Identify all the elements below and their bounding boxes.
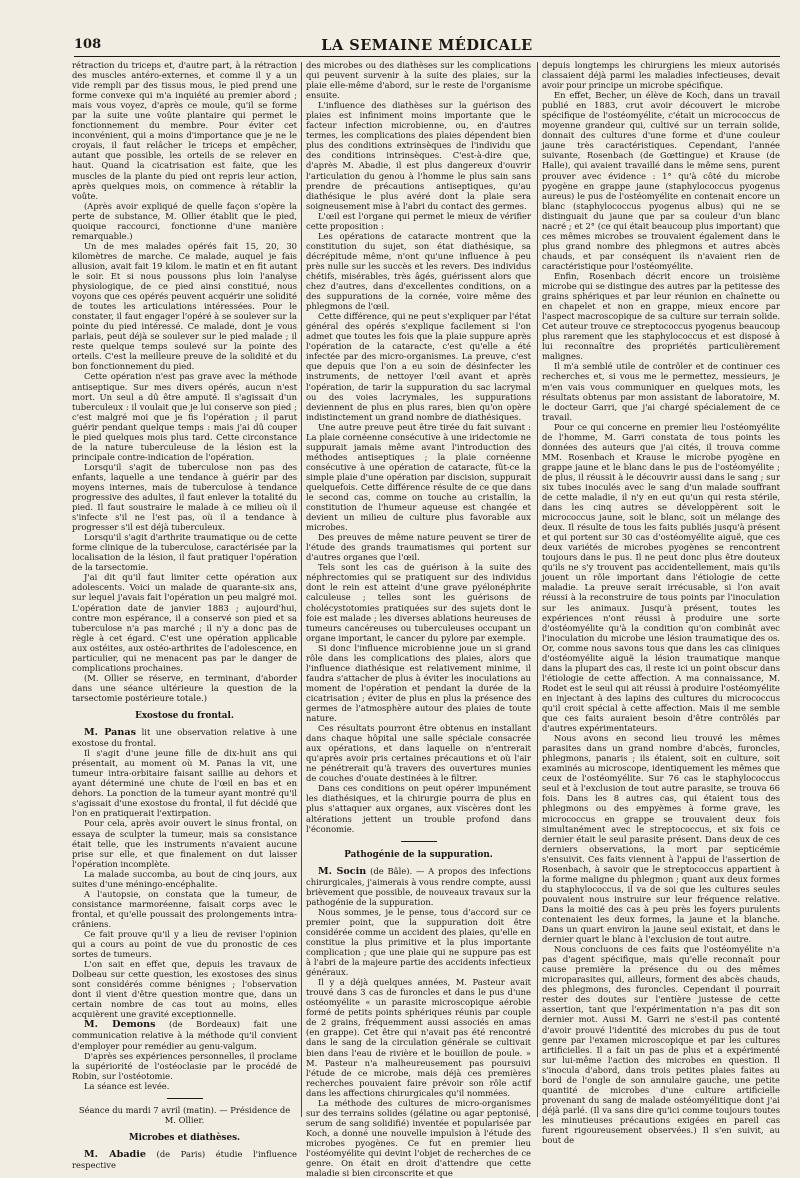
paragraph: Lorsqu'il s'agit de tuberculose non pas des enfants, laquelle a une tendance à guérir par des moyens internes, mais de tuberculose à tendance progressive des adultes, il faut enlever la totalité du pied. Il faut soustraire le malade à ce milieu où il s'infecte s'il ne l'est pas, où il a tendance à progresser s'il est déjà tuberculeux. [72,461,297,533]
page-number: 108 [74,37,102,52]
speaker-name: M. Socin [318,865,367,877]
column-1 [72,60,298,1170]
paragraph: Ces résultats pourront être obtenus en installant dans chaque hôpital une salle spéciale consacrée aux opérations, et dans laquelle on n'entrerait qu'après avoir pris certaines précautions et où l'air ne pénétrerait qu'à travers des ouvertures munies de couches d'ouate destinées à le filtrer. [306,723,531,784]
paragraph: L'œil est l'organe qui permet le mieux de vérifier cette proposition : [306,210,531,231]
paragraph: A l'autopsie, on constata que la tumeur, de consistance marmoréenne, faisait corps avec le frontal, et qu'elle poussait des prolongements intra-crâniens. [72,888,297,929]
paragraph: J'ai dit qu'il faut limiter cette opération aux adolescents. Voici un malade de quarante-six ans, sur lequel j'avais fait l'opération un peu malgré moi. L'opération date de janvier 1883 ; aujourd'hui, contre mon espérance, il a conservé son pied et sa tuberculose n'a pas marché ; il n'y a donc pas de règle à cet égard. C'est une opération applicable aux ostéites, aux ostéo-arthrites de l'adolescence, en particulier, qui ne menacent pas par le danger de complications prochaines. [72,572,297,673]
section-heading: Microbes et diathèses. [128,1132,241,1143]
journal-title: LA SEMAINE MÉDICALE [321,37,533,54]
paragraph: rétraction du triceps et, d'autre part, à la rétraction des muscles antéro-externes, et comme il y a un vide rempli par des tissus mous, le pied prend une forme convexe qui m'a inquiété au premier abord ; mais vous voyez, d'après ce moule, qu'il se forme par la suite une voûte plantaire qui permet le fonctionnement du membre. Pour éviter cet inconvénient, qui a moins d'importance que je ne le croyais, il faut relâcher le triceps et empêcher, autant que possible, les orteils de se relever en haut. Quand la cicatrisation est faite, que les muscles de la plante du pied ont repris leur action, après quelques mois, on commence à rétablir la voûte. [72,60,297,201]
paragraph: Nous avons en second lieu trouvé les mêmes parasites dans un grand nombre d'abcès, furoncles, phlegmons, panaris ; ils étaient, soit en culture, soit examinés au microscope, identiquement les mêmes que ceux de l'ostéomyélite. Sur 76 cas le staphylococcus seul et à l'exclusion de tout autre parasite, se trouva 66 fois. Dans les 8 autres cas, qui étaient tous des phlegmons ou des empyèmes à forme grave, les micrococcus en grappe se trouvaient deux fois simultanément avec le streptococcus, et six fois ce dernier était le seul parasite présent. Dans deux de ces derniers observations, la mort par septicémie s'ensuivit. Ces faits viennent à l'appui de l'assertion de Rosenbach, à savoir que le streptococcus appartient à la forme maligne du phlegmon ; quant aux deux formes du staphylococcus, il va de soi que les cultures seules pouvaient nous instruire sur leur fréquence relative. Dans la moitié des cas à peu près les foyers purulents contenaient les deux formes, la jaune et la blanche. Dans un quart environ la jaune seul existait, et dans le dernier quart le blanc à l'exclusion de tout autre. [542,733,780,945]
paragraph: Les opérations de cataracte montrent que la constitution du sujet, son état diathésique, sa décrépitude même, n'ont qu'une influence à peu près nulle sur les succès et les revers. Des individus chétifs, misérables, très âgés, guérissent alors que chez d'autres, dans d'excellentes conditions, on a des suppurations de la cornée, voire même des phlegmons de l'œil. [306,230,531,312]
paragraph: (M. Ollier se réserve, en terminant, d'aborder dans une séance ultérieure la question de la tarsectomie postérieure totale.) [72,672,297,703]
paragraph: (de Paris) étudie l'influence respective [72,1148,298,1170]
column-3 [542,60,780,1146]
paragraph: L'influence des diathèses sur la guérison des plaies est infiniment moins importante que le facteur infection microbienne, ou, en d'autres termes, les complications des plaies dépendent bien plus des conditions extrinsèques de l'individu que des conditions intrinsèques. C'est-à-dire que, d'après M. Abadie, il est plus dangereux d'ouvrir l'articulation du genou à l'homme le plus sain sans prendre de précautions antiseptiques, qu'au diathésique le plus avéré dont la plaie sera soigneusement mise à l'abri du contact des germes. [306,100,531,211]
paragraph: Ce fait prouve qu'il y a lieu de reviser l'opinion qui a cours au point de vue du pronostic de ces sortes de tumeurs. [72,928,297,960]
paragraph: La séance est levée. [84,1080,170,1091]
separator-rule [401,841,437,842]
speaker-name: M. Demons [84,1019,156,1031]
paragraph: (de Bordeaux) fait une communication relative à la méthode qu'il convient d'employer pour remédier au genu-valgum. [72,1019,297,1051]
paragraph: Tels sont les cas de guérison à la suite des néphrectomies qui se pratiquent sur des individus dont le rein est atteint d'une grave pyélonéphrite calculeuse ; telles sont les guérisons de cholécystotomies pratiquées sur des sujets dont le foie est malade ; les diverses ablations heureuses de tumeurs cancéreuses ou tuberculeuses occupant un organe important, le cancer du pylore par exemple. [306,562,531,643]
page-header [74,37,780,55]
speaker-name: M. Panas [84,727,136,739]
paragraph: Nous concluons de ces faits que l'ostéomyélite n'a pas d'agent spécifique, mais qu'elle reconnaît pour cause première la présence du ou des mêmes microparasites qui, ailleurs, forment des abcès chauds, des phlegmons, des furoncles. Cependant il pourrait rester des doutes sur l'entière justesse de cette assertion, tant que l'expérimentation n'a pas dit son dernier mot. Aussi M. Garri ne s'est-il pas contenté d'avoir prouvé l'identité des microbes du pus de tout genre par l'examen microscopique et par les cultures artificielles. Il a fait un pas de plus et a expérimenté sur lui-même l'action des microbes en question. Il s'inocula d'abord, dans trois petites plaies faites au bord de l'ongle de son annulaire gauche, une petite quantité de microbes d'une culture artificielle provenant du sang de malade ostéomyélitique dont j'ai déjà parlé. (Il va sans dire qu'ici comme toujours toutes les minutieuses précautions exigées en pareil cas furent rigoureusement observées.) Il s'en suivit, au bout de [542,944,780,1146]
paragraph: (Après avoir expliqué de quelle façon s'opère la perte de substance, M. Ollier établit que le pied, quoique raccourci, fonctionne d'une manière remarquable.) [72,200,297,241]
paragraph: Pour ce qui concerne en premier lieu l'ostéomyélite de l'homme, M. Garri constata de tous points les données des auteurs que j'ai cités, il trouva comme MM. Rosenbach et Krause le microbe pyogène en grappe jaune et le blanc dans le pus de l'ostéomyélite ; de plus, il réussit à le découvrir aussi dans le sang ; sur six tubes inoculés avec le sang d'un malade souffrant de cette maladie, il n'y en eut qu'un qui resta stérile, dans les cinq autres se développèrent soit le micrococcus jaune, soit le blanc, soit un mélange des deux. Il résulte de tous les faits publiés jusqu'à présent et qui portent sur 30 cas d'ostéomyélite aiguë, que ces deux variétés de microbes pyogènes se rencontrent toujours dans le pus. Il ne peut donc plus être douteux qu'ils ne s'y trouvent pas accidentellement, mais qu'ils jouent un rôle important dans l'étiologie de cette maladie. La preuve serait irrécusable, si l'on avait réussi à la reconstruire de tous points par l'inoculation sur les animaux. Jusqu'à présent, toutes les expériences n'ont réussi à produire une sorte d'ostéomyélite qu'à la condition qu'on combinât avec l'inoculation du microbe une lésion traumatique des os. Or, comme nous savons tous que dans les cas cliniques d'ostéomyélite aiguë la lésion traumatique manque dans la plupart des cas, il reste ici un point obscur dans l'étiologie de cette affection. A ma connaissance, M. Rodet est le seul qui ait réussi à produire l'ostéomyélite en injectant à des lapins des cultures du micrococcus qu'il croit spécial à cette affection. Mais il me semble que ces faits auraient besoin d'être contrôlés par d'autres expérimentateurs. [542,421,780,734]
paragraph: (de Bâle). — A propos des infections chirurgicales, j'aimerais à vous rendre compte, aussi brièvement que possible, de nouveaux travaux sur la pathogénie de la suppuration. [306,865,531,907]
paragraph: Enfin, Rosenbach décrit encore un troisième microbe qui se distingue des autres par la petitesse des grains sphériques et par leur réunion en chaînette ou en chapelet et non en grappe, mieux encore par l'aspect macroscopique de sa culture sur terrain solide. Cet auteur trouve ce streptococcus pyogenus beaucoup plus rarement que les staphylococcus et est disposé à lui reconnaître des propriétés particulièrement malignes. [542,270,780,362]
paragraph: Dans ces conditions on peut opérer impunément les diathésiques, et la chirurgie pourra de plus en plus s'attaquer aux organes, aux viscères dont les altérations jettent un trouble profond dans l'économie. [306,783,531,834]
paragraph: Pour cela, après avoir ouvert le sinus frontal, on essaya de sculpter la tumeur, mais sa consistance était telle, que les instruments n'avaient aucune prise sur elle, et que finalement on dut laisser l'opération incomplète. [72,818,297,869]
paragraph: lit une observation relative à une exostose du frontal. [72,727,297,749]
section-heading: Pathogénie de la suppuration. [344,849,493,860]
header-rule [74,56,780,57]
paragraph: depuis longtemps les chirurgiens les mieux autorisés classaient déjà parmi les maladies infectieuses, devait avoir pour principe un microbe spécifique. [542,60,780,91]
paragraph: Cette différence, qui ne peut s'expliquer par l'état général des opérés s'explique facilement si l'on admet que toutes les fois que la plaie suppure après l'opération de la cataracte, c'est qu'elle a été infectée par des micro-organismes. La preuve, c'est que depuis que l'on a eu soin de désinfecter les instruments, de nettoyer l'œil avant et après l'opération, de tarir la suppuration du sac lacrymal ou des voies lacrymales, les suppurations deviennent de plus en plus rares, bien qu'on opère indistinctement un grand nombre de diathésiques. [306,311,531,422]
paragraph: En effet, Becher, un élève de Koch, dans un travail publié en 1883, crut avoir découvert le microbe spécifique de l'ostéomyélite, c'était un micrococcus de moyenne grandeur qui, cultivé sur un terrain solide, donnait des cultures d'une forme et d'une couleur jaune très caractéristiques. Cependant, l'année suivante, Rosenbach (de Gœttingue) et Krause (de Halle), qui avaient travaillé dans le même sens, purent prouver avec évidence : 1° qu'à côté du microbe pyogène en grappe jaune (staphylococcus pyogenus aureus) le pus de l'ostéomyélite en contenait encore un blanc (staphylococcus pyogenus albus) qui ne se distinguait du jaune que par sa couleur d'un blanc nacré ; et 2° (ce qui était beaucoup plus important) que ces mêmes microbes se trouvaient également dans le plus grand nombre des phlegmons et autres abcès chauds, et par conséquent ils n'avaient rien de caractéristique pour l'ostéomyélite. [542,90,780,271]
paragraph: La méthode des cultures de micro-organismes sur des terrains solides (gélatine ou agar peptonisé, serum de sang solidifié) inventée et popularisée par Koch, a donné une nouvelle impulsion à l'étude des microbes pyogènes. Ce fut en premier lieu l'ostéomyélite qui devint l'objet de recherches de ce genre. On était en droit d'attendre que cette maladie si bien circonscrite et que [306,1097,531,1178]
paragraph: Si donc l'influence microbienne joue un si grand rôle dans les complications des plaies, alors que l'influence diathésique est relativement minime, il faudra s'attacher de plus à éviter les inoculations au moment de l'opération et pendant la durée de la cicatrisation ; éviter de plus en plus la présence des germes de l'atmosphère autour des plaies de toute nature. [306,642,531,724]
paragraph: L'on sait en effet que, depuis les travaux de Dolbeau sur cette question, les exostoses des sinus sont considérés comme bénignes ; l'observation dont il vient d'être question montre que, dans un certain nombre de cas tout au moins, elles acquièrent une gravité exceptionnelle. [72,959,297,1020]
column-divider-2 [537,62,538,1117]
column-divider-1 [301,62,302,1117]
column-2 [306,60,531,1178]
paragraph: Lorsqu'il s'agit d'arthrite traumatique ou de cette forme clinique de la tuberculose, caractérisée par la localisation de la lésion, il faut pratiquer l'opération de la tarsectomie. [72,532,297,573]
paragraph: La malade succomba, au bout de cinq jours, aux suites d'une méningo-encéphalite. [72,868,297,889]
separator-rule [167,1098,203,1099]
paragraph: Cette opération n'est pas grave avec la méthode antiseptique. Sur mes divers opérés, aucun n'est mort. Un seul a dû être amputé. Il s'agissait d'un tuberculeux : il voulait que je lui conserve son pied ; c'est malgré moi que je fis l'opération ; il parut guérir pendant quelque temps : mais j'ai dû couper le pied quelques mois plus tard. Cette circonstance de la nature tuberculeuse de la lésion est la principale contre-indication de l'opération. [72,371,297,462]
speaker-name: M. Abadie [84,1148,147,1160]
paragraph: Des preuves de même nature peuvent se tirer de l'étude des grands traumatismes qui portent sur d'autres organes que l'œil. [306,532,531,563]
paragraph: Une autre preuve peut être tirée du fait suivant : La plaie cornéenne consécutive à une iridectomie ne suppurait jamais même avant l'introduction des méthodes antiseptiques ; la plaie cornéenne consécutive à une opération de cataracte, fût-ce la simple plaie d'une opération par discision, suppurait quelquefois. Cette différence résulte de ce que dans le second cas, comme on touche au cristallin, la constitution de l'humeur aqueuse est changée et devient un milieu de culture plus favorable aux microbes. [306,421,531,533]
paragraph: Il y a déjà quelques années, M. Pasteur avait trouvé dans 3 cas de furoncles et dans le pus d'une ostéomyélite « un parasite microscopique aérobie formé de petits points sphériques réunis par couple de 2 grains, fréquemment aussi associés en amas (en grappe). Cet être qui n'avait pas été rencontré dans le sang de la circulation générale se cultivait bien dans l'eau de rivière et le bouillon de poule. » M. Pasteur n'a malheureusement pas poursuivi l'étude de ce microbe, mais déjà ces premières recherches pouvaient faire prévoir son rôle actif dans les affections chirurgicales qu'il nommées. [306,977,531,1098]
paragraph: Il m'a semblé utile de contrôler et de continuer ces recherches et, si vous me le permettez, messieurs, je m'en vais vous communiquer en quelques mots, les résultats obtenus par mon assistant de laboratoire, M. le docteur Garri, que j'ai chargé spécialement de ce travail. [542,361,780,422]
paragraph: des microbes ou des diathèses sur les complications qui peuvent survenir à la suite des plaies, sur la plaie elle-même d'abord, sur le reste de l'organisme ensuite. [306,60,531,101]
section-heading: Exostose du frontal. [135,711,234,721]
paragraph: Il s'agit d'une jeune fille de dix-huit ans qui présentait, au moment où M. Panas la vit, une tumeur intra-orbitaire faisant saillie au dehors et ayant déterminé une chute de l'œil en bas et en dehors. La ponction de la tumeur ayant montré qu'il s'agissait d'une exostose du frontal, il fut décidé que l'on en pratiquerait l'extirpation. [72,748,297,819]
paragraph: Nous sommes, je le pense, tous d'accord sur ce premier point, que la suppuration doit être considérée comme un accident des plaies, qu'elle en constitue la plus primitive et la plus importante complication ; que une plaie qui ne suppure pas est à l'abri de la majeure partie des accidents infectieux généraux. [306,906,531,978]
session-line: Séance du mardi 7 avril (matin). — Présidence de M. Ollier. [78,1104,291,1125]
paragraph: Un de mes malades opérés fait 15, 20, 30 kilomètres de marche. Ce malade, auquel je fais allusion, avait fait 19 kilom. le matin et en fit autant le soir. Et si nous poussons plus loin l'analyse physiologique, de ce pied ainsi constitué, nous voyons que ces opérés peuvent acquérir une solidité de toutes les articulations intéressées. Pour le constater, il faut engager l'opéré à se soulever sur la pointe du pied intéressé. Ce malade, dont je vous parlais, peut déjà se soulever sur le pied malade ; il reste quelque temps soulevé sur la pointe des orteils. C'est la meilleure preuve de la solidité et du bon fonctionnement du pied. [72,240,297,372]
paragraph: D'après ses expériences personnelles, il proclame la supériorité de l'ostéoclasie par le procédé de Robin, sur l'ostéotomie. [72,1050,297,1081]
